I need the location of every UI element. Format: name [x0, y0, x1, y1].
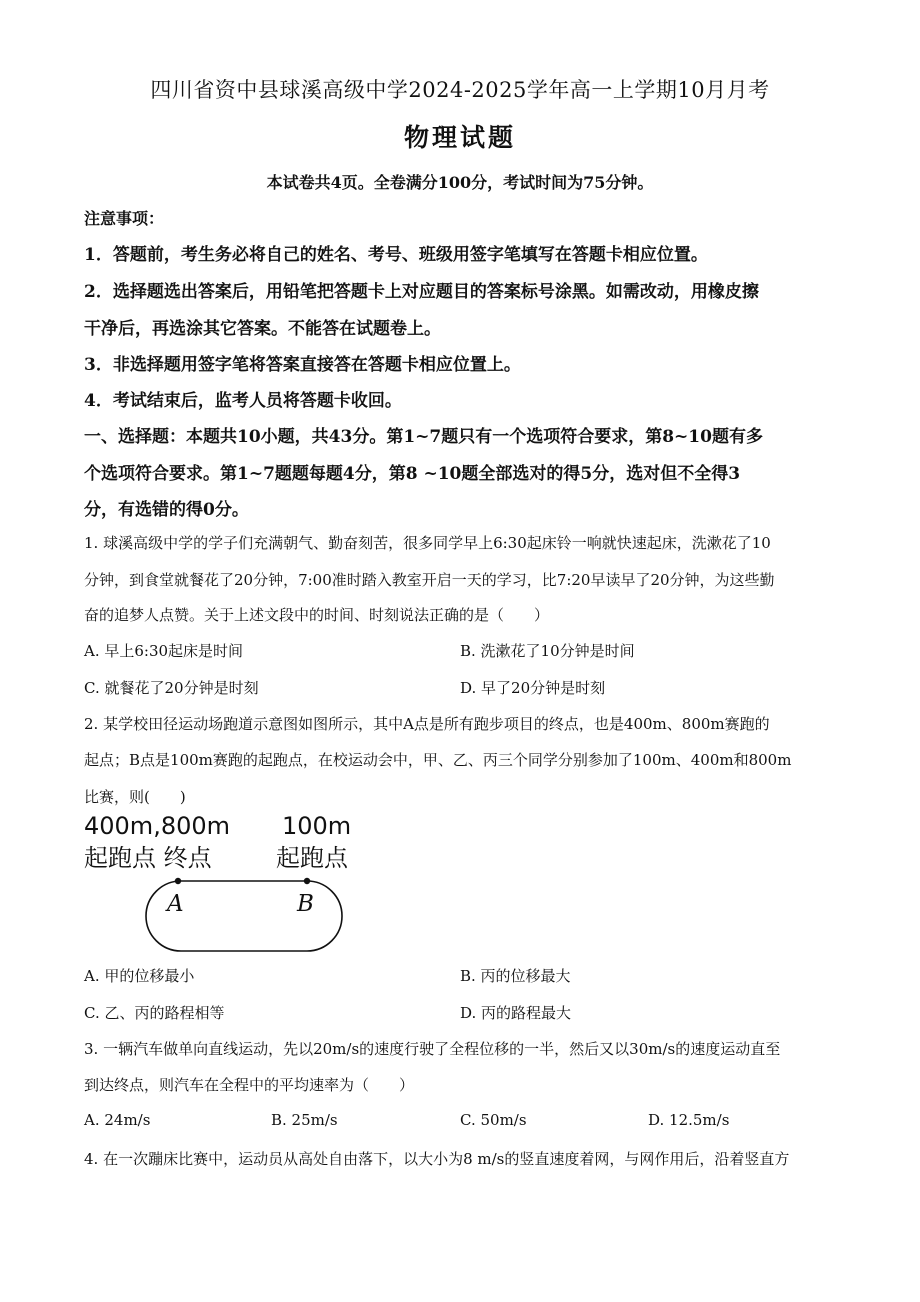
point-b-label: B: [297, 891, 314, 917]
question-3-option-c: C. 50m/s: [460, 1111, 527, 1129]
question-2-text: 比赛，则( ): [84, 788, 186, 806]
track-diagram: [84, 812, 384, 962]
section-instructions: 分，有选错的得0分。: [84, 500, 249, 520]
label-b-distance: 100m: [282, 812, 352, 840]
note-item: 干净后，再选涂其它答案。不能答在试题卷上。: [84, 319, 441, 339]
question-1-option-b: B. 洗漱花了10分钟是时间: [460, 642, 635, 660]
point-a-label: A: [167, 891, 184, 917]
point-b-marker: [304, 878, 310, 884]
question-2-text: 起点；B点是100m赛跑的起跑点，在校运动会中，甲、乙、丙三个同学分别参加了100m、400m和800m: [84, 751, 792, 769]
question-1-option-c: C. 就餐花了20分钟是时刻: [84, 679, 259, 697]
note-item: 1．答题前，考生务必将自己的姓名、考号、班级用签字笔填写在答题卡相应位置。: [84, 245, 708, 265]
question-3-option-b: B. 25m/s: [271, 1111, 338, 1129]
question-1-text: 奋的追梦人点赞。关于上述文段中的时间、时刻说法正确的是（ ）: [84, 606, 550, 624]
note-item: 3．非选择题用签字笔将答案直接答在答题卡相应位置上。: [84, 355, 521, 375]
question-2-text: 2. 某学校田径运动场跑道示意图如图所示，其中A点是所有跑步项目的终点，也是400m、800m赛跑的: [84, 715, 770, 733]
exam-info: 本试卷共4页。全卷满分100分，考试时间为75分钟。: [266, 173, 654, 192]
question-1-text: 分钟，到食堂就餐花了20分钟，7:00准时踏入教室开启一天的学习，比7:20早读早了20分钟，为这些勤: [84, 571, 775, 589]
note-item: 4．考试结束后，监考人员将答题卡收回。: [84, 391, 402, 411]
question-1-text: 1. 球溪高级中学的学子们充满朝气、勤奋刻苦，很多同学早上6:30起床铃一响就快速起床，洗漱花了10: [84, 534, 771, 552]
question-1-option-a: A. 早上6:30起床是时间: [84, 642, 244, 660]
label-a-distance: 400m,800m: [84, 812, 231, 840]
question-3-option-d: D. 12.5m/s: [648, 1111, 730, 1129]
question-4-text: 4. 在一次蹦床比赛中，运动员从高处自由落下，以大小为8 m/s的竖直速度着网，与网作用后，沿着竖直方: [84, 1150, 790, 1168]
question-2-option-a: A. 甲的位移最小: [84, 967, 195, 985]
question-3-option-a: A. 24m/s: [84, 1111, 151, 1129]
school-title: 四川省资中县球溪高级中学2024-2025学年高一上学期10月月考: [150, 78, 770, 102]
section-instructions: 一、选择题：本题共10小题，共43分。第1~7题只有一个选项符合要求，第8~10题有多: [84, 427, 763, 447]
question-3-text: 到达终点，则汽车在全程中的平均速率为（ ）: [84, 1076, 415, 1094]
section-instructions: 个选项符合要求。第1~7题题每题4分，第8 ~10题全部选对的得5分，选对但不全得3: [84, 464, 741, 484]
question-2-option-c: C. 乙、丙的路程相等: [84, 1004, 225, 1022]
page-title: 物理试题: [403, 123, 516, 152]
question-2-option-d: D. 丙的路程最大: [460, 1004, 572, 1022]
label-a-role: 起跑点 终点: [84, 844, 212, 872]
question-3-text: 3. 一辆汽车做单向直线运动，先以20m/s的速度行驶了全程位移的一半，然后又以30m/s的速度运动直至: [84, 1040, 781, 1058]
point-a-marker: [175, 878, 181, 884]
label-b-role: 起跑点: [276, 844, 348, 872]
note-item: 2．选择题选出答案后，用铅笔把答题卡上对应题目的答案标号涂黑。如需改动，用橡皮擦: [84, 282, 759, 302]
question-1-option-d: D. 早了20分钟是时刻: [460, 679, 606, 697]
question-2-option-b: B. 丙的位移最大: [460, 967, 571, 985]
notes-heading: 注意事项：: [84, 209, 165, 228]
